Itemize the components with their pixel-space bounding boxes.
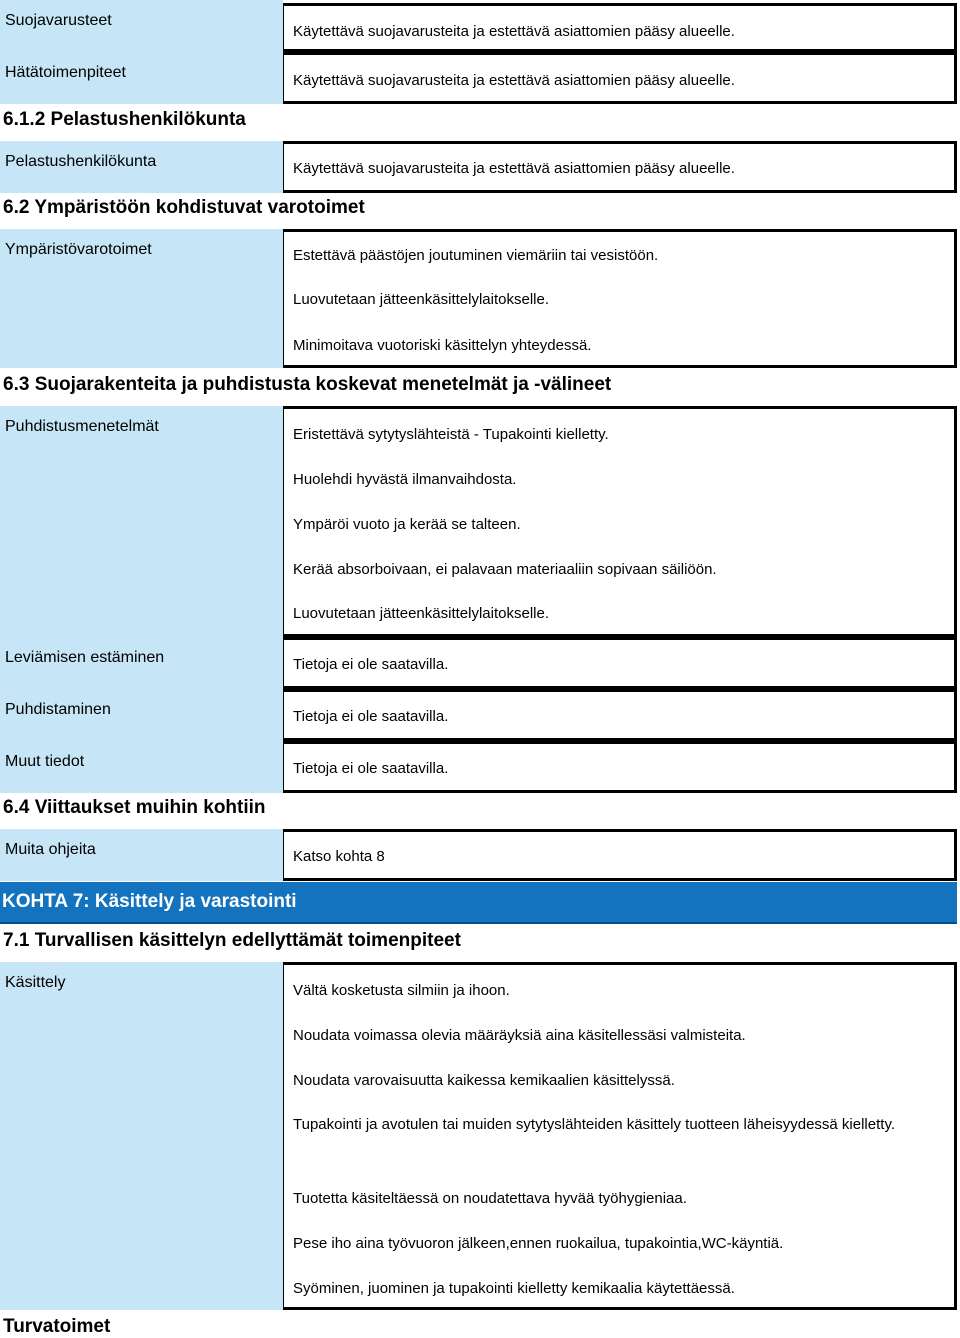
value-line: Eristettävä sytytyslähteistä - Tupakointi kielletty. — [293, 426, 609, 443]
value-line: Tupakointi ja avotulen tai muiden sytytyslähteiden käsittely tuotteen läheisyydessä kielletty. — [293, 1116, 895, 1133]
value-line: Estettävä päästöjen joutuminen viemäriin tai vesistöön. — [293, 247, 659, 264]
value-line: Ympäröi vuoto ja kerää se talteen. — [293, 516, 521, 533]
value-suojavarusteet — [283, 3, 957, 52]
label-muita-ohjeita: Muita ohjeita — [0, 829, 283, 881]
value-text: Käytettävä suojavarusteita ja estettävä asiattomien pääsy alueelle. — [293, 72, 735, 89]
value-muut-tiedot — [283, 741, 957, 793]
value-text: Käytettävä suojavarusteita ja estettävä asiattomien pääsy alueelle. — [293, 23, 735, 40]
value-line: Tuotetta käsiteltäessä on noudatettava hyvää työhygieniaa. — [293, 1190, 687, 1207]
value-line: Kerää absorboivaan, ei palavaan materiaaliin sopivaan säiliöön. — [293, 561, 717, 578]
label-pelastushenkilokunta: Pelastushenkilökunta — [0, 141, 283, 193]
label-leviamisen-estaminen: Leviämisen estäminen — [0, 637, 283, 689]
heading-7-1: 7.1 Turvallisen käsittelyn edellyttämät toimenpiteet — [3, 930, 461, 951]
value-leviamisen-estaminen — [283, 637, 957, 689]
value-line: Luovutetaan jätteenkäsittelylaitokselle. — [293, 605, 549, 622]
value-puhdistaminen — [283, 689, 957, 741]
value-ymparistovarotoimet — [283, 229, 957, 368]
label-hatatoimenpiteet: Hätätoimenpiteet — [0, 52, 283, 104]
value-text: Käytettävä suojavarusteita ja estettävä asiattomien pääsy alueelle. — [293, 160, 735, 177]
value-kasittely — [283, 962, 957, 1310]
value-line: Minimoitava vuotoriski käsittelyn yhteydessä. — [293, 337, 592, 354]
label-suojavarusteet: Suojavarusteet — [0, 0, 283, 52]
value-text: Tietoja ei ole saatavilla. — [293, 656, 449, 673]
value-line: Noudata voimassa olevia määräyksiä aina käsitellessäsi valmisteita. — [293, 1027, 746, 1044]
value-line: Syöminen, juominen ja tupakointi kielletty kemikaalia käytettäessä. — [293, 1280, 735, 1297]
section-7-banner: KOHTA 7: Käsittely ja varastointi — [0, 882, 957, 924]
heading-6-4: 6.4 Viittaukset muihin kohtiin — [3, 797, 266, 818]
heading-turvatoimet: Turvatoimet — [3, 1316, 111, 1337]
heading-6-2: 6.2 Ympäristöön kohdistuvat varotoimet — [3, 197, 365, 218]
value-text: Tietoja ei ole saatavilla. — [293, 760, 449, 777]
label-ymparistovarotoimet: Ympäristövarotoimet — [0, 229, 283, 368]
value-line: Huolehdi hyvästä ilmanvaihdosta. — [293, 471, 517, 488]
value-puhdistusmenetelmat — [283, 406, 957, 637]
label-puhdistusmenetelmat: Puhdistusmenetelmät — [0, 406, 283, 637]
value-hatatoimenpiteet — [283, 52, 957, 104]
value-line: Pese iho aina työvuoron jälkeen,ennen ruokailua, tupakointia,WC-käyntiä. — [293, 1235, 784, 1252]
heading-6-1-2: 6.1.2 Pelastushenkilökunta — [3, 109, 246, 130]
value-text: Katso kohta 8 — [293, 848, 385, 865]
value-pelastushenkilokunta — [283, 141, 957, 193]
value-text: Tietoja ei ole saatavilla. — [293, 708, 449, 725]
label-puhdistaminen: Puhdistaminen — [0, 689, 283, 741]
value-line: Luovutetaan jätteenkäsittelylaitokselle. — [293, 291, 549, 308]
value-line: Vältä kosketusta silmiin ja ihoon. — [293, 982, 510, 999]
value-muita-ohjeita — [283, 829, 957, 881]
value-line: Noudata varovaisuutta kaikessa kemikaalien käsittelyssä. — [293, 1072, 675, 1089]
heading-6-3: 6.3 Suojarakenteita ja puhdistusta koskevat menetelmät ja -välineet — [3, 374, 612, 395]
label-kasittely: Käsittely — [0, 962, 283, 1310]
label-muut-tiedot: Muut tiedot — [0, 741, 283, 793]
